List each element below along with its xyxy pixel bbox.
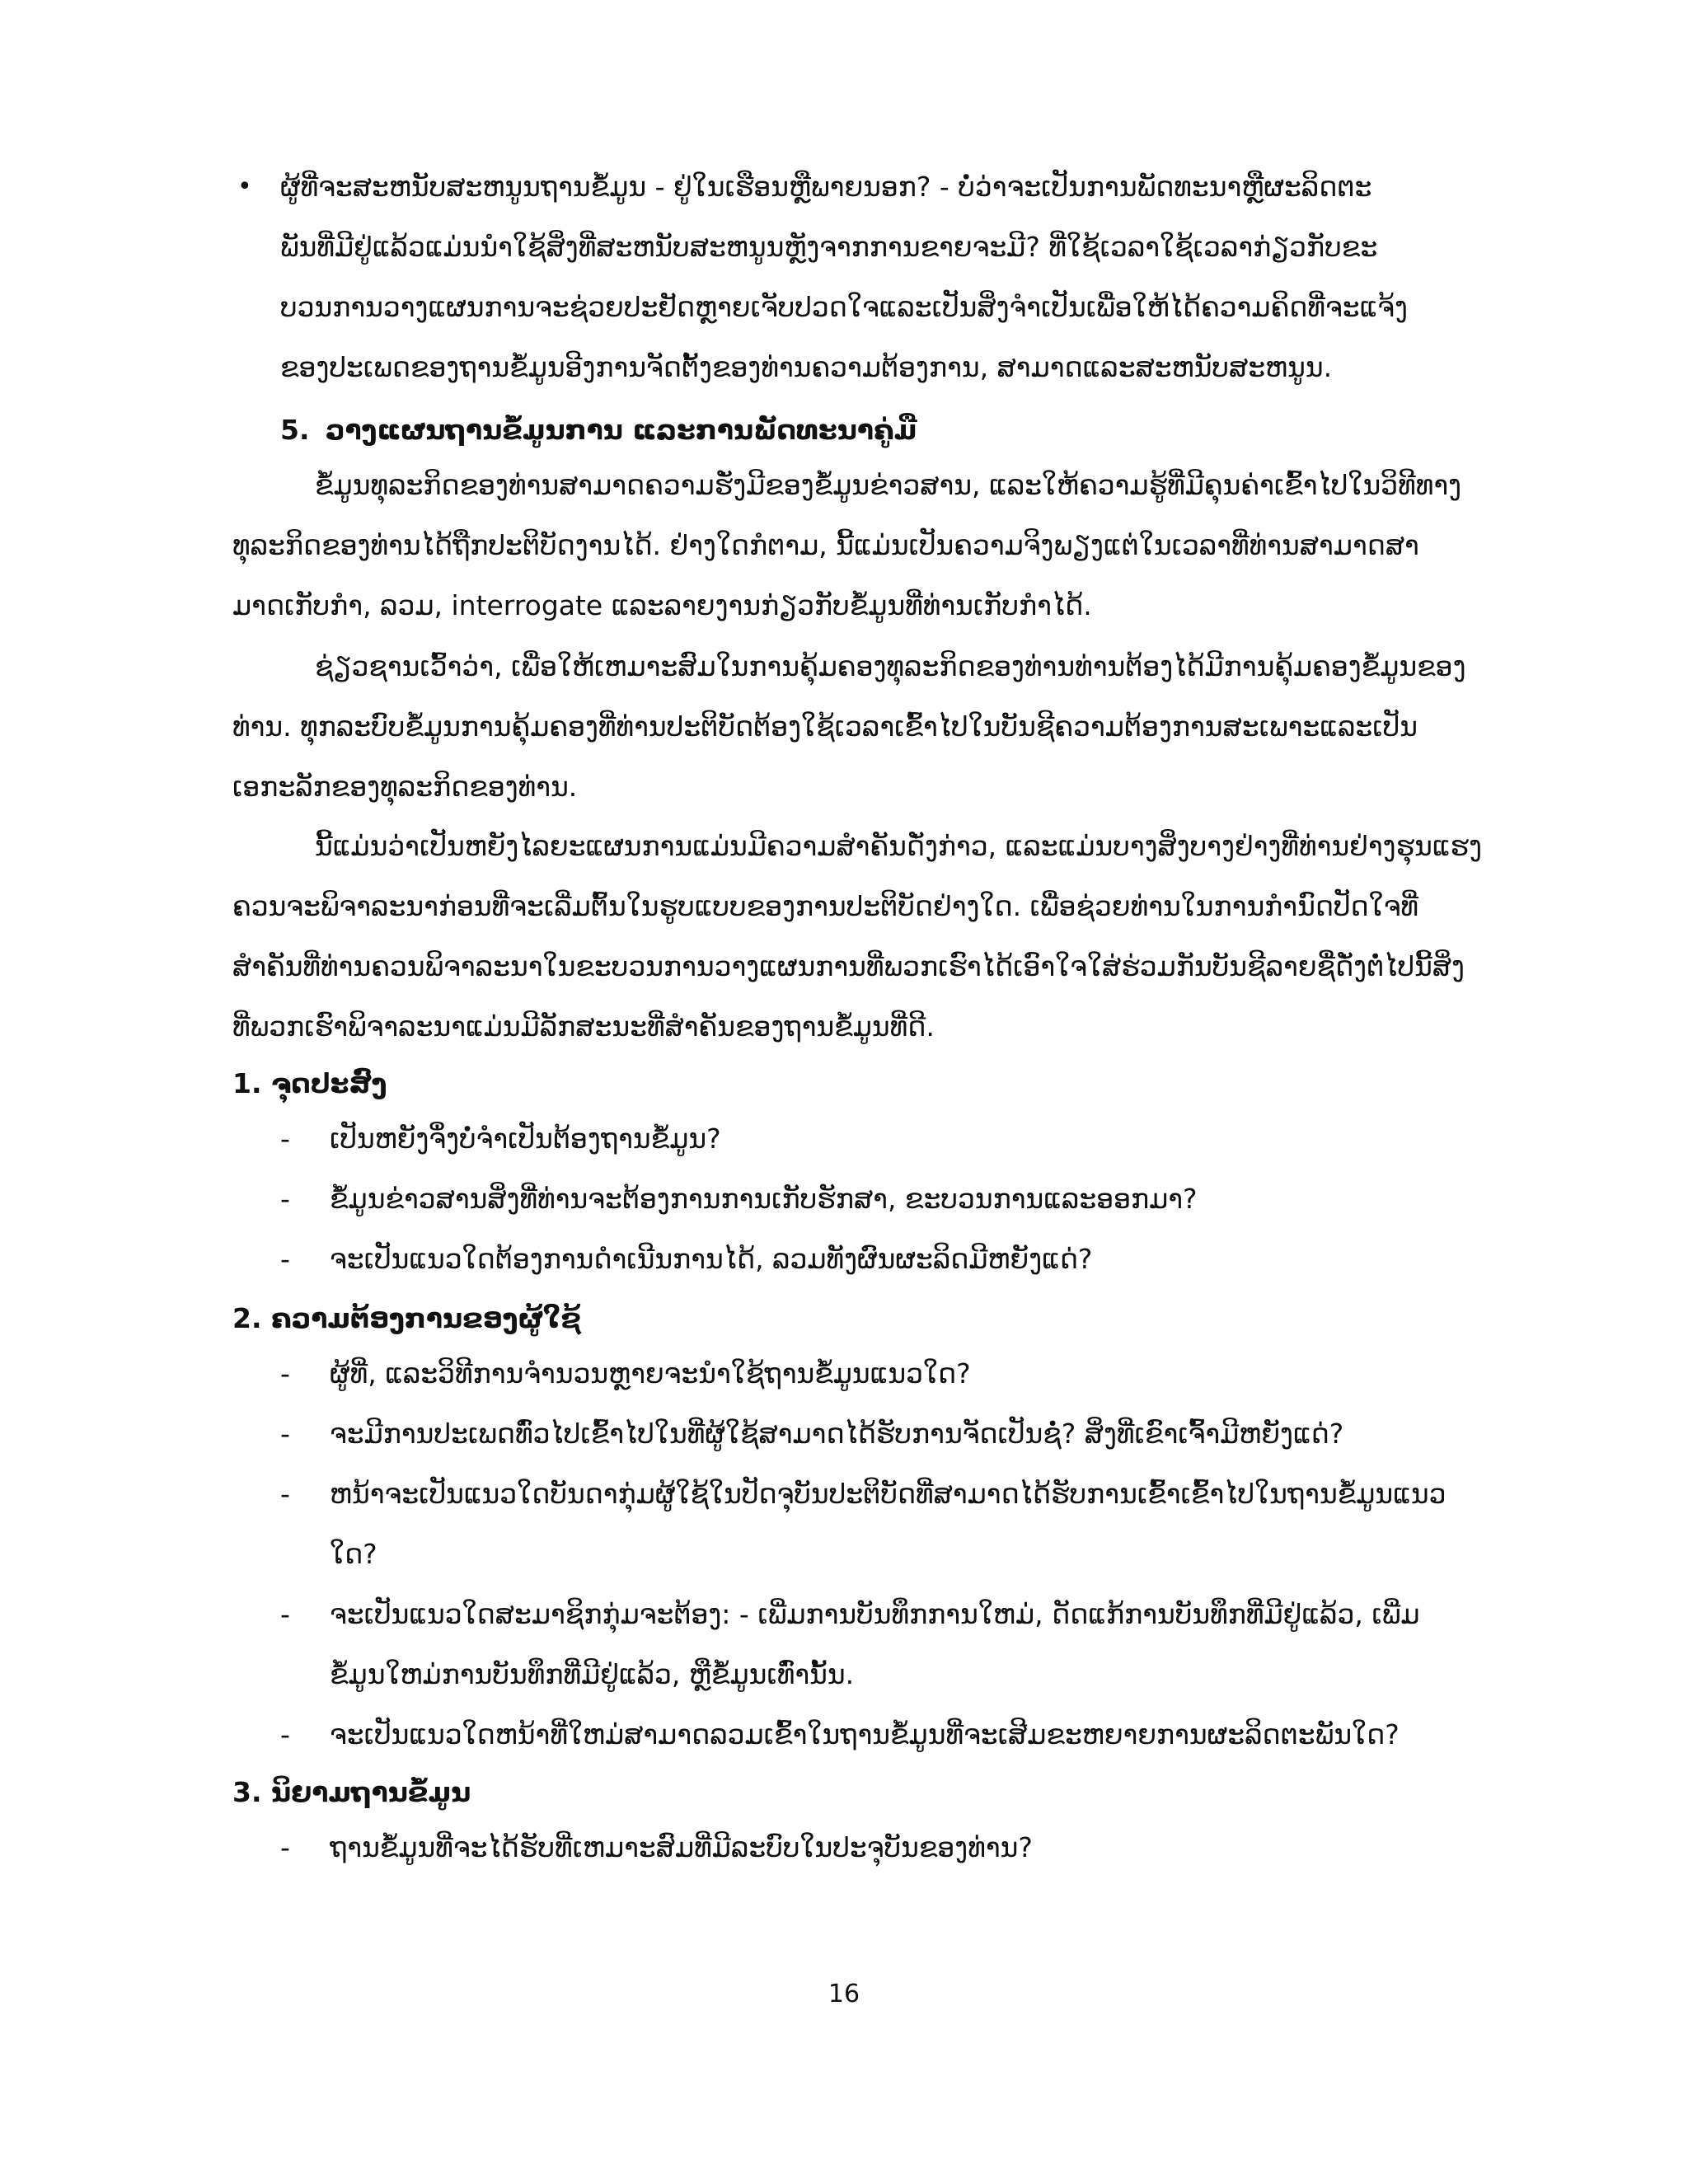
section-number: 5.	[280, 414, 310, 446]
paragraph-line: ສໍາຄັນທີ່ທ່ານຄວນພິຈາລະນາໃນຂະບວນການວາງແຜນການທີ່ພວກເຮົາໄດ້ເອົາໃຈໃສ່ຮ່ວມກັນບັນຊີລາຍຊື່ດັ່ງຕໍ່ໄປນີ້ສິ່ງ	[232, 950, 1465, 982]
dash-icon: -	[280, 1598, 290, 1630]
bullet-item	[237, 157, 1517, 397]
list-item-text: ໃດ?	[330, 1538, 377, 1570]
dash-icon: -	[280, 1357, 290, 1390]
bullet-line: ຜູ້ທີ່ຈະສະຫນັບສະຫນູນຖານຂໍ້ມູນ - ຢູ່ໃນເຮືອນຫຼືພາຍນອກ? - ບໍ່ວ່າຈະເປັນການພັດທະນາຫຼືຜະລິດຕະ	[280, 171, 1372, 203]
subsection-heading: 1. ຈຸດປະສົງ	[232, 1067, 387, 1099]
paragraph-line: ທ່ານ. ທຸກລະບົບຂໍ້ມູນການຄຸ້ມຄອງທີ່ທ່ານປະຕິບັດຕ້ອງໃຊ້ເວລາເຂົ້າໄປໃນບັນຊີຄວາມຕ້ອງການສະເພາະແລະເປັນ	[232, 710, 1418, 743]
subsection-heading: 2. ຄວາມຕ້ອງການຂອງຜູ້ໃຊ້	[232, 1302, 581, 1334]
dash-icon: -	[280, 1183, 290, 1215]
list-item-text: ຂໍ້ມູນໃຫມ່ການບັນທຶກທີ່ມີຢູ່ແລ້ວ, ຫຼືຂໍ້ມູນເທົ່ານັ້ນ.	[330, 1658, 855, 1690]
list-item-text: ຈະມີການປະເພດທົ່ວໄປເຂົ້າໄປໃນທີ່ຜູ້ໃຊ້ສາມາດໄດ້ຮັບການຈັດເປັນຊໍ່? ສິ່ງທີ່ເຂົາເຈົ້າມີຫຍັງແດ່?	[330, 1418, 1344, 1450]
bullet-line: ຂອງປະເພດຂອງຖານຂໍ້ມູນອີງການຈັດຕັ້ງຂອງທ່ານຄວາມຕ້ອງການ, ສາມາດແລະສະຫນັບສະຫນູນ.	[280, 351, 1333, 383]
dash-icon: -	[280, 1718, 290, 1750]
page-number: 16	[828, 1980, 860, 2008]
paragraph-line: ເອກະລັກຂອງທຸລະກິດຂອງທ່ານ.	[232, 771, 578, 803]
paragraph	[232, 455, 1518, 635]
list-item-text: ຂໍ້ມູນຂ່າວສານສິ່ງທີ່ທ່ານຈະຕ້ອງການການເກັບຮັກສາ, ຂະບວນການແລະອອກມາ?	[330, 1183, 1198, 1215]
dash-icon: -	[280, 1122, 290, 1155]
paragraph-line: ຊ່ຽວຊານເວົ້າວ່າ, ເພື່ອໃຫ້ເຫມາະສົມໃນການຄຸ້ມຄອງທຸລະກິດຂອງທ່ານທ່ານຕ້ອງໄດ້ມີການຄຸ້ມຄອງຂໍ້ມູນຂອງ	[315, 650, 1466, 682]
paragraph	[232, 816, 1518, 1057]
list-item-text: ຜູ້ທີ່, ແລະວິທີການຈໍານວນຫຼາຍຈະນໍາໃຊ້ຖານຂໍ້ມູນແນວໃດ?	[330, 1357, 971, 1390]
section-title: ວາງແຜນຖານຂໍ້ມູນການ ແລະການພັດທະນາຄູ່ມື	[326, 414, 917, 446]
dash-icon: -	[280, 1418, 290, 1450]
paragraph-line: ທຸລະກິດຂອງທ່ານໄດ້ຖືກປະຕິບັດງານໄດ້. ຢ່າງໃດກໍຕາມ, ນີ້ແມ່ນເປັນຄວາມຈິງພຽງແຕ່ໃນເວລາທີ່ທ່ານສາມາດສາ	[232, 529, 1419, 561]
paragraph-line: ມາດເກັບກໍາ, ລວມ, interrogate ແລະລາຍງານກ່ຽວກັບຂໍ້ມູນທີ່ທ່ານເກັບກໍາໄດ້.	[232, 589, 1092, 621]
paragraph-line: ນີ້ແມ່ນວ່າເປັນຫຍັງໄລຍະແຜນການແມ່ນມີຄວາມສໍາຄັນດັ່ງກ່າວ, ແລະແມ່ນບາງສິ່ງບາງຢ່າງທີ່ທ່ານຢ່າງຮຸນແຮງ	[315, 830, 1483, 862]
list-item-text: ຫນ້າຈະເປັນແນວໃດບັນດາກຸ່ມຜູ້ໃຊ້ໃນປັດຈຸບັນປະຕິບັດທີ່ສາມາດໄດ້ຮັບການເຂົ້າເຂົ້າໄປໃນຖານຂໍ້ມູນແນວ	[330, 1478, 1447, 1510]
dash-icon: -	[280, 1243, 290, 1275]
list-item-text: ຈະເປັນແນວໃດສະມາຊິກກຸ່ມຈະຕ້ອງ: - ເພີ່ມການບັນທຶກການໃຫມ່, ດັດແກ້ການບັນທຶກທີ່ມີຢູ່ແລ້ວ, ເພີ່ມ	[330, 1598, 1420, 1630]
bullet-dot-icon: •	[237, 172, 252, 201]
list-item-text: ເປັນຫຍັງຈຶ່ງບໍ່ຈໍາເປັນຕ້ອງຖານຂໍ້ມູນ?	[330, 1122, 721, 1155]
paragraph	[232, 636, 1518, 817]
dash-icon: -	[280, 1831, 290, 1863]
list-item-text: ຈະເປັນແນວໃດຕ້ອງການດໍາເນີນການໄດ້, ລວມທັງຜົນຜະລິດມີຫຍັງແດ່?	[330, 1243, 1093, 1275]
list-item-text: ຖານຂໍ້ມູນທີ່ຈະໄດ້ຮັບທີ່ເຫມາະສົມທີ່ມີລະບົບໃນປະຈຸບັນຂອງທ່ານ?	[330, 1831, 1033, 1863]
bullet-line: ບວນການວາງແຜນການຈະຊ່ວຍປະຢັດຫຼາຍເຈັບປວດໃຈແລະເປັນສິ່ງຈໍາເປັນເພື່ອໃຫ້ໄດ້ຄວາມຄິດທີ່ຈະແຈ້ງ	[280, 291, 1408, 323]
dash-icon: -	[280, 1478, 290, 1510]
section-heading	[280, 405, 917, 455]
subsection-heading: 3. ນິຍາມຖານຂໍ້ມູນ	[232, 1776, 471, 1808]
paragraph-line: ຂໍ້ມູນທຸລະກິດຂອງທ່ານສາມາດຄວາມຮັ່ງມີຂອງຂໍ້ມູນຂ່າວສານ, ແລະໃຫ້ຄວາມຮູ້ທີ່ມີຄຸນຄ່າເຂົ້າໄປໃນວິທີທາງ	[315, 469, 1462, 501]
paragraph-line: ຄວນຈະພິຈາລະນາກ່ອນທີ່ຈະເລີ່ມຕົ້ນໃນຮູບແບບຂອງການປະຕິບັດຢ່າງໃດ. ເພື່ອຊ່ວຍທ່ານໃນການກໍານົດປັດໃຈທີ່	[232, 890, 1419, 922]
list-item-text: ຈະເປັນແນວໃດຫນ້າທີ່ໃຫມ່ສາມາດລວມເຂົ້າໃນຖານຂໍ້ມູນທີ່ຈະເສີມຂະຫຍາຍການຜະລິດຕະພັນໃດ?	[330, 1718, 1400, 1750]
paragraph-line: ທີ່ພວກເຮົາພິຈາລະນາແມ່ນມີລັກສະນະທີ່ສໍາຄັນຂອງຖານຂໍ້ມູນທີ່ດີ.	[232, 1010, 935, 1043]
bullet-line: ພັນທີ່ມີຢູ່ແລ້ວແມ່ນນໍາໃຊ້ສິ່ງທີ່ສະຫນັບສະຫນູນຫຼັງຈາກການຂາຍຈະມີ? ທີ່ໃຊ້ເວລາໃຊ້ເວລາກ່ຽວກັບຂະ	[280, 231, 1378, 263]
